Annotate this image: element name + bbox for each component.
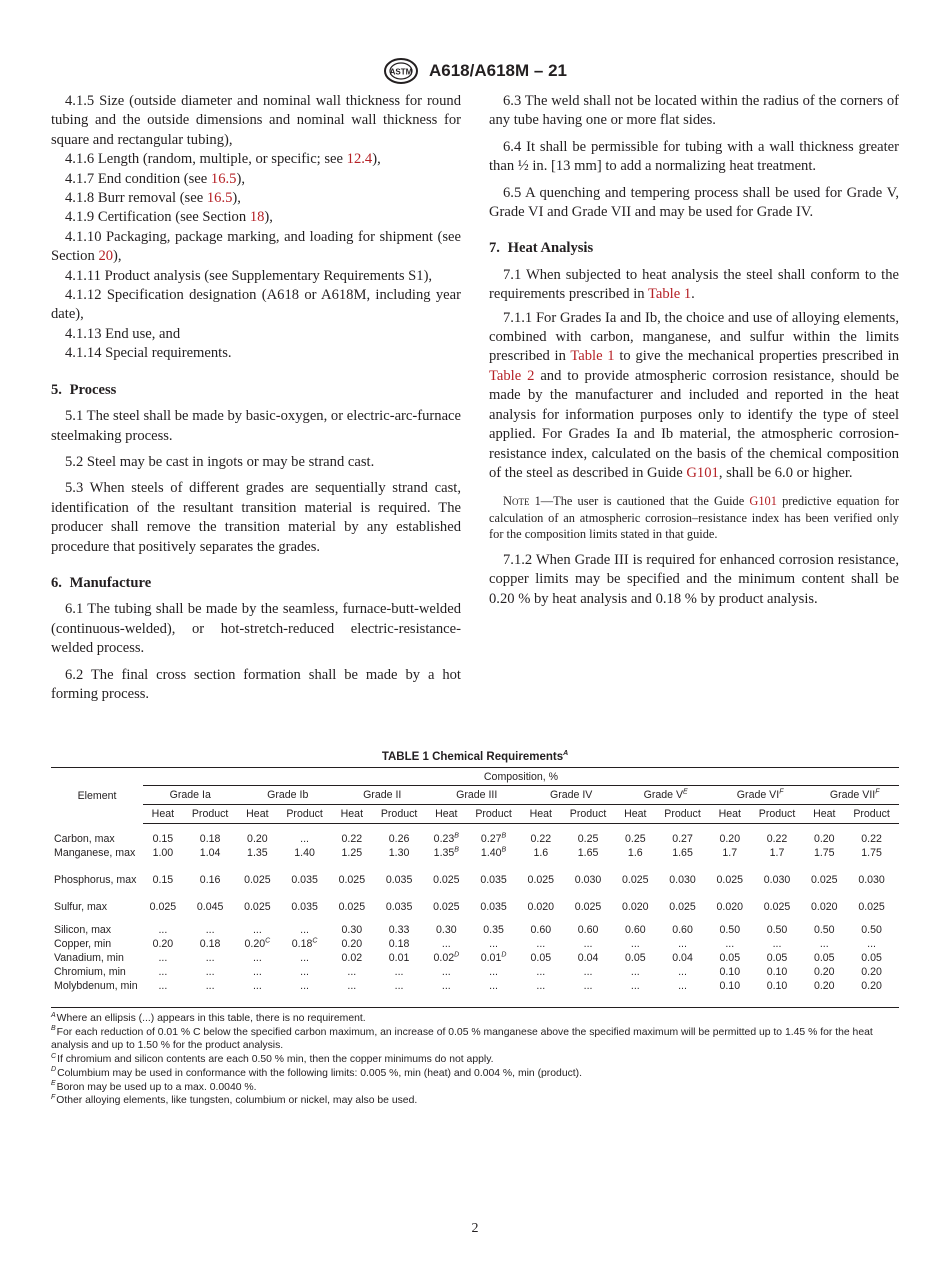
table-cell: ...	[277, 980, 332, 1008]
item-4-1-11: 4.1.11 Product analysis (see Supplementary Requirements S1),	[65, 267, 433, 284]
note-1: Note 1—The user is cautioned that the Guide G101 predictive equation for calculation of an atmospheric corrosion–resistance index has been verified only for the composition limits stated in that guide.	[489, 494, 899, 542]
grade-header: Grade IV	[521, 786, 615, 805]
table-cell: 0.035	[385, 901, 413, 913]
para-6-1: 6.1 The tubing shall be made by the seamless, furnace-butt-welded (continuous-welded), or hot-stretch-reduced electric-resistance-welded process.	[51, 601, 461, 657]
table-cell: ...	[536, 938, 546, 950]
footnote: $^B$For each reduction of 0.01 % C below the specified carbon maximum, an increase of 0.05 % manganese above the specified maximum will be permitted up to 1.45 % for the heat analysis and up to 1.50 % for the product analysis.	[51, 1025, 873, 1052]
table-footnotes	[51, 1012, 899, 1108]
table-cell: 0.035	[291, 874, 318, 886]
element-name: Sulfur, max	[54, 901, 107, 913]
table-row	[51, 901, 899, 915]
grade-header: Grade $V^E$	[615, 786, 709, 805]
table-cell: 0.025	[527, 874, 555, 886]
table-cell: $0.20^C$	[244, 937, 271, 950]
table-cell: 0.20	[861, 966, 882, 978]
para-7-1-1: 7.1.1 For Grades Ia and Ib, the choice and use of alloying elements, combined with carbon, manganese, and sulfur within the limits prescribed in Table 1 to give the mechanical properties prescribed in Table 2 and to provide atmospheric corrosion resistance, should be made by the manufacturer and included and reported in the heat analysis for information purposes only to identify the type of steel applied. For Grades Ia and Ib material, the atmospheric corrosion-resistance index, calculated on the basis of the chemical composition of the steel as described in Guide G101, shall be 6.0 or higher.	[489, 309, 900, 481]
item-4-1-6: 4.1.6 Length (random, multiple, or specific; see 12.4),	[65, 151, 381, 168]
table-cell: 0.030	[574, 874, 602, 886]
grade-header: Grade $VII^F$	[804, 786, 899, 805]
table-cell: 0.20	[844, 980, 899, 1008]
table-cell: ...	[252, 952, 262, 964]
table-cell: 0.025	[763, 901, 791, 913]
table-cell: 0.27	[672, 833, 693, 845]
element-name: Phosphorus, max	[54, 874, 137, 886]
table-cell: ...	[426, 980, 466, 1008]
page-number: 2	[471, 1221, 479, 1236]
table-cell: 0.05	[766, 952, 788, 964]
table-cell: 0.15	[152, 874, 174, 886]
product-subheader: Product	[183, 805, 238, 824]
para-7-1-2: 7.1.2 When Grade III is required for enhanced corrosion resistance, copper limits may be specified and the minimum content shall be 0.20 % by heat analysis and 0.18 % by product analysis.	[489, 551, 899, 607]
heat-subheader: Heat	[804, 805, 844, 824]
table-cell: ...	[300, 966, 310, 978]
table-cell: ...	[237, 980, 277, 1008]
table-cell: 0.10	[719, 966, 741, 978]
table-cell: 0.20	[804, 980, 844, 1008]
table-cell: ...	[300, 833, 310, 845]
grade-header: Grade $VI^F$	[710, 786, 804, 805]
footnote: $^D$Columbium may be used in conformance with the following limits: 0.005 %, min (heat) and 0.004 %, min (product).	[51, 1066, 583, 1079]
para-5-3: 5.3 When steels of different grades are sequentially strand cast, identification of the resultant transition material is required. The producer shall remove the transition material by any established procedure that positively separates the grades.	[51, 480, 461, 555]
table-cell: ...	[583, 938, 593, 950]
table-cell: ...	[205, 952, 215, 964]
product-subheader: Product	[561, 805, 616, 824]
table-cell: ...	[630, 966, 640, 978]
table-cell: 0.020	[527, 901, 555, 913]
element-header: Element	[51, 768, 143, 824]
table-cell: ...	[441, 938, 451, 950]
table-cell: 0.02	[341, 952, 363, 964]
table-cell: 0.60	[530, 924, 552, 936]
table-cell: 0.035	[291, 901, 318, 913]
table-cell: ...	[630, 938, 640, 950]
table-cell: ...	[158, 952, 168, 964]
table-cell: ...	[489, 966, 498, 978]
para-6-5: 6.5 A quenching and tempering process shall be used for Grade V, Grade VI and Grade VII and may be used for Grade IV.	[489, 184, 899, 221]
astm-logo-icon	[383, 57, 419, 85]
table-cell: ...	[772, 938, 782, 950]
table-cell: 0.05	[861, 952, 882, 964]
para-6-3: 6.3 The weld shall not be located within the radius of the corners of any tube having one or more flat sides.	[489, 93, 899, 129]
table-cell: 0.020	[716, 901, 744, 913]
table-cell: 0.025	[149, 901, 177, 913]
product-subheader: Product	[277, 805, 332, 824]
para-7-1: 7.1 When subjected to heat analysis the steel shall conform to the requirements prescribed in Table 1.	[489, 266, 899, 303]
ref-table-2[interactable]: Table 2	[489, 367, 535, 384]
table-cell: $0.23^B$	[433, 832, 459, 845]
table-cell: 0.20	[813, 966, 835, 978]
item-4-1-10: 4.1.10 Packaging, package marking, and loading for shipment (see Section 20),	[51, 228, 461, 265]
table-cell: 0.01	[388, 952, 410, 964]
heat-subheader: Heat	[710, 805, 750, 824]
ref-16-5-burr[interactable]: 16.5	[206, 190, 233, 207]
table-cell: 0.05	[813, 952, 835, 964]
element-name: Carbon, max	[54, 833, 115, 845]
table-cell: 1.04	[199, 847, 221, 859]
table-cell: ...	[441, 966, 451, 978]
para-5-2: 5.2 Steel may be cast in ingots or may be strand cast.	[65, 453, 375, 470]
table-cell: 0.20	[247, 833, 268, 845]
product-subheader: Product	[844, 805, 899, 824]
element-name: Manganese, max	[54, 847, 136, 859]
chemical-requirements-table	[51, 767, 899, 1008]
table-cell: ...	[655, 980, 710, 1008]
table-cell: 0.20	[719, 833, 741, 845]
footnote: $^A$Where an ellipsis (...) appears in this table, there is no requirement.	[51, 1011, 366, 1024]
element-name: Silicon, max	[54, 924, 112, 936]
table-cell: 0.50	[861, 924, 882, 936]
table-1	[51, 751, 899, 1108]
item-4-1-8: 4.1.8 Burr removal (see 16.5),	[65, 190, 241, 207]
table-cell: 1.25	[341, 847, 363, 859]
table-cell: ...	[158, 966, 168, 978]
table-cell: 0.035	[385, 874, 413, 886]
table-cell: ...	[158, 924, 168, 936]
heat-subheader: Heat	[332, 805, 372, 824]
item-4-1-7: 4.1.7 End condition (see 16.5),	[65, 170, 245, 187]
table-cell: 0.04	[672, 952, 693, 964]
table-cell: ...	[583, 966, 593, 978]
element-name: Molybdenum, min	[51, 980, 143, 1008]
table-cell: 0.25	[624, 833, 646, 845]
table-cell: 0.18	[199, 833, 221, 845]
ref-table-1-b[interactable]: Table 1	[570, 348, 615, 365]
table-cell: 0.025	[338, 901, 366, 913]
table-cell: 1.00	[152, 847, 174, 859]
table-cell: 0.045	[196, 901, 224, 913]
table-cell: ...	[183, 980, 238, 1008]
table-cell: ...	[205, 966, 215, 978]
table-cell: 0.025	[669, 901, 696, 913]
table-cell: 0.030	[858, 874, 885, 886]
item-4-1-14: 4.1.14 Special requirements.	[65, 345, 232, 362]
item-4-1-9: 4.1.9 Certification (see Section 18),	[65, 209, 273, 226]
table-cell: 1.65	[672, 847, 693, 859]
table-cell: ...	[252, 924, 262, 936]
table-caption: TABLE 1 Chemical Requirements$^A$	[381, 750, 569, 763]
grade-header: Grade III	[426, 786, 520, 805]
standard-designation: A618/A618M – 21	[429, 61, 567, 80]
ref-section-18[interactable]: 18	[249, 209, 265, 226]
left-column	[51, 92, 461, 704]
table-cell: 0.04	[577, 952, 599, 964]
element-name: Chromium, min	[54, 966, 126, 978]
ref-section-20[interactable]: 20	[98, 248, 114, 265]
table-cell: ...	[489, 938, 498, 950]
table-cell: 0.26	[388, 833, 410, 845]
table-cell: 0.025	[433, 874, 460, 886]
table-cell: 0.025	[338, 874, 366, 886]
product-subheader: Product	[466, 805, 521, 824]
table-cell: 0.18	[199, 938, 221, 950]
table-cell: 0.60	[624, 924, 646, 936]
table-cell: 1.7	[722, 847, 738, 859]
ref-g101-note[interactable]: G101	[749, 494, 777, 509]
ref-table-1[interactable]: Table 1	[648, 286, 692, 303]
table-cell: 0.020	[622, 901, 649, 913]
para-6-4: 6.4 It shall be permissible for tubing with a wall thickness greater than ½ in. [13 mm] to add a normalizing heat treatment.	[489, 138, 899, 175]
table-cell: 1.6	[533, 847, 549, 859]
table-cell: 0.20	[152, 938, 174, 950]
right-column	[489, 92, 899, 609]
table-cell: 0.35	[483, 924, 504, 936]
table-cell: ...	[372, 980, 427, 1008]
table-cell: 0.33	[388, 924, 410, 936]
table-cell: 0.025	[244, 874, 271, 886]
table-cell: ...	[536, 966, 546, 978]
table-cell: ...	[678, 966, 687, 978]
table-cell: $0.18^C$	[291, 937, 318, 950]
table-cell: ...	[615, 980, 655, 1008]
table-cell: 0.50	[813, 924, 835, 936]
ref-g101[interactable]: G101	[686, 464, 719, 481]
table-cell: 0.025	[716, 874, 744, 886]
footnote: $^C$If chromium and silicon contents are each 0.50 % min, then the copper minimums do not apply.	[51, 1052, 494, 1066]
table-row	[51, 966, 899, 980]
table-cell: 0.05	[530, 952, 552, 964]
ref-12-4[interactable]: 12.4	[346, 151, 373, 168]
product-subheader: Product	[372, 805, 427, 824]
table-cell: 0.025	[244, 901, 271, 913]
table-cell: 0.30	[436, 924, 457, 936]
table-cell: 0.20	[341, 938, 363, 950]
table-cell: $0.02^D$	[433, 951, 460, 964]
table-cell: $0.01^D$	[480, 951, 507, 964]
table-cell: 0.030	[669, 874, 696, 886]
footnote: $^E$Boron may be used up to a max. 0.0040 %.	[51, 1080, 257, 1093]
table-cell: ...	[143, 980, 183, 1008]
table-row	[51, 924, 899, 938]
table-cell: 0.50	[766, 924, 788, 936]
table-cell: 1.65	[577, 847, 599, 859]
heat-subheader: Heat	[426, 805, 466, 824]
table-cell: 1.75	[861, 847, 882, 859]
table-cell: 0.020	[811, 901, 838, 913]
table-cell: $1.40^B$	[480, 846, 507, 859]
table-cell: 0.18	[388, 938, 410, 950]
table-cell: 1.35	[247, 847, 268, 859]
table-cell: 0.22	[341, 833, 363, 845]
ref-16-5[interactable]: 16.5	[210, 170, 237, 187]
table-cell: 0.035	[480, 874, 507, 886]
item-4-1-5: 4.1.5 Size (outside diameter and nominal wall thickness for round tubing and the outside dimensions and nominal wall thickness for square and rectangular tubing),	[51, 93, 461, 148]
table-cell: 1.40	[294, 847, 315, 859]
table-cell: 0.025	[433, 901, 460, 913]
section-6-heading: 6. Manufacture	[51, 574, 152, 591]
section-7-heading: 7. Heat Analysis	[489, 240, 594, 257]
table-cell: ...	[521, 980, 561, 1008]
product-subheader: Product	[750, 805, 805, 824]
table-row	[51, 980, 899, 1008]
table-cell: 0.030	[763, 874, 791, 886]
table-cell: ...	[725, 938, 735, 950]
table-cell: ...	[678, 938, 687, 950]
table-cell: 0.22	[861, 833, 882, 845]
table-cell: ...	[205, 924, 215, 936]
para-5-1: 5.1 The steel shall be made by basic-oxygen, or electric-arc-furnace steelmaking process.	[51, 408, 461, 444]
table-cell: 0.15	[152, 833, 174, 845]
item-4-1-12: 4.1.12 Specification designation (A618 or A618M, including year date),	[51, 287, 461, 323]
table-cell: 0.05	[624, 952, 646, 964]
table-cell: 0.10	[766, 966, 788, 978]
table-row	[51, 938, 899, 952]
table-row	[51, 847, 899, 874]
table-cell: ...	[466, 980, 521, 1008]
para-6-2: 6.2 The final cross section formation shall be made by a hot forming process.	[51, 666, 461, 702]
table-row	[51, 874, 899, 901]
grade-header: Grade Ia	[143, 786, 237, 805]
product-subheader: Product	[655, 805, 710, 824]
table-cell: 0.025	[574, 901, 602, 913]
heat-subheader: Heat	[615, 805, 655, 824]
section-5-heading: 5. Process	[51, 381, 117, 398]
table-cell: 0.035	[480, 901, 507, 913]
table-cell: 1.7	[769, 847, 785, 859]
grade-header: Grade Ib	[237, 786, 331, 805]
table-cell: 0.10	[710, 980, 750, 1008]
table-cell: 1.6	[627, 847, 643, 859]
page-header	[0, 57, 950, 85]
composition-header: Composition, %	[143, 768, 899, 786]
table-cell: 0.05	[719, 952, 741, 964]
footnote: $^F$Other alloying elements, like tungsten, columbium or nickel, may also be used.	[51, 1093, 418, 1107]
table-cell: 0.22	[766, 833, 788, 845]
table-cell: 0.60	[577, 924, 599, 936]
table-cell: 0.025	[622, 874, 649, 886]
table-cell: 0.30	[341, 924, 363, 936]
table-cell: ...	[347, 966, 357, 978]
table-cell: 1.30	[388, 847, 410, 859]
table-cell: 0.50	[719, 924, 741, 936]
table-cell: ...	[332, 980, 372, 1008]
table-cell: 0.25	[577, 833, 599, 845]
table-cell: ...	[300, 952, 310, 964]
heat-subheader: Heat	[237, 805, 277, 824]
table-cell: 0.60	[672, 924, 693, 936]
table-row	[51, 833, 899, 847]
table-cell: ...	[561, 980, 616, 1008]
table-cell: ...	[252, 966, 262, 978]
item-4-1-13: 4.1.13 End use, and	[65, 325, 181, 342]
table-cell: 0.025	[858, 901, 885, 913]
table-row	[51, 952, 899, 966]
heat-subheader: Heat	[521, 805, 561, 824]
table-cell: 0.22	[530, 833, 552, 845]
table-cell: 0.025	[811, 874, 838, 886]
element-name: Vanadium, min	[54, 952, 124, 964]
table-cell: 0.10	[750, 980, 805, 1008]
table-cell: 0.20	[813, 833, 835, 845]
table-cell: $0.27^B$	[480, 832, 507, 845]
grade-header: Grade II	[332, 786, 426, 805]
table-cell: $1.35^B$	[433, 846, 459, 859]
element-name: Copper, min	[54, 938, 112, 950]
table-cell: ...	[819, 938, 829, 950]
table-cell: ...	[300, 924, 310, 936]
table-cell: ...	[394, 966, 404, 978]
table-cell: 1.75	[813, 847, 835, 859]
table-cell: 0.16	[199, 874, 221, 886]
table-cell: ...	[867, 938, 876, 950]
heat-subheader: Heat	[143, 805, 183, 824]
logo-text: ASTM	[389, 67, 413, 77]
